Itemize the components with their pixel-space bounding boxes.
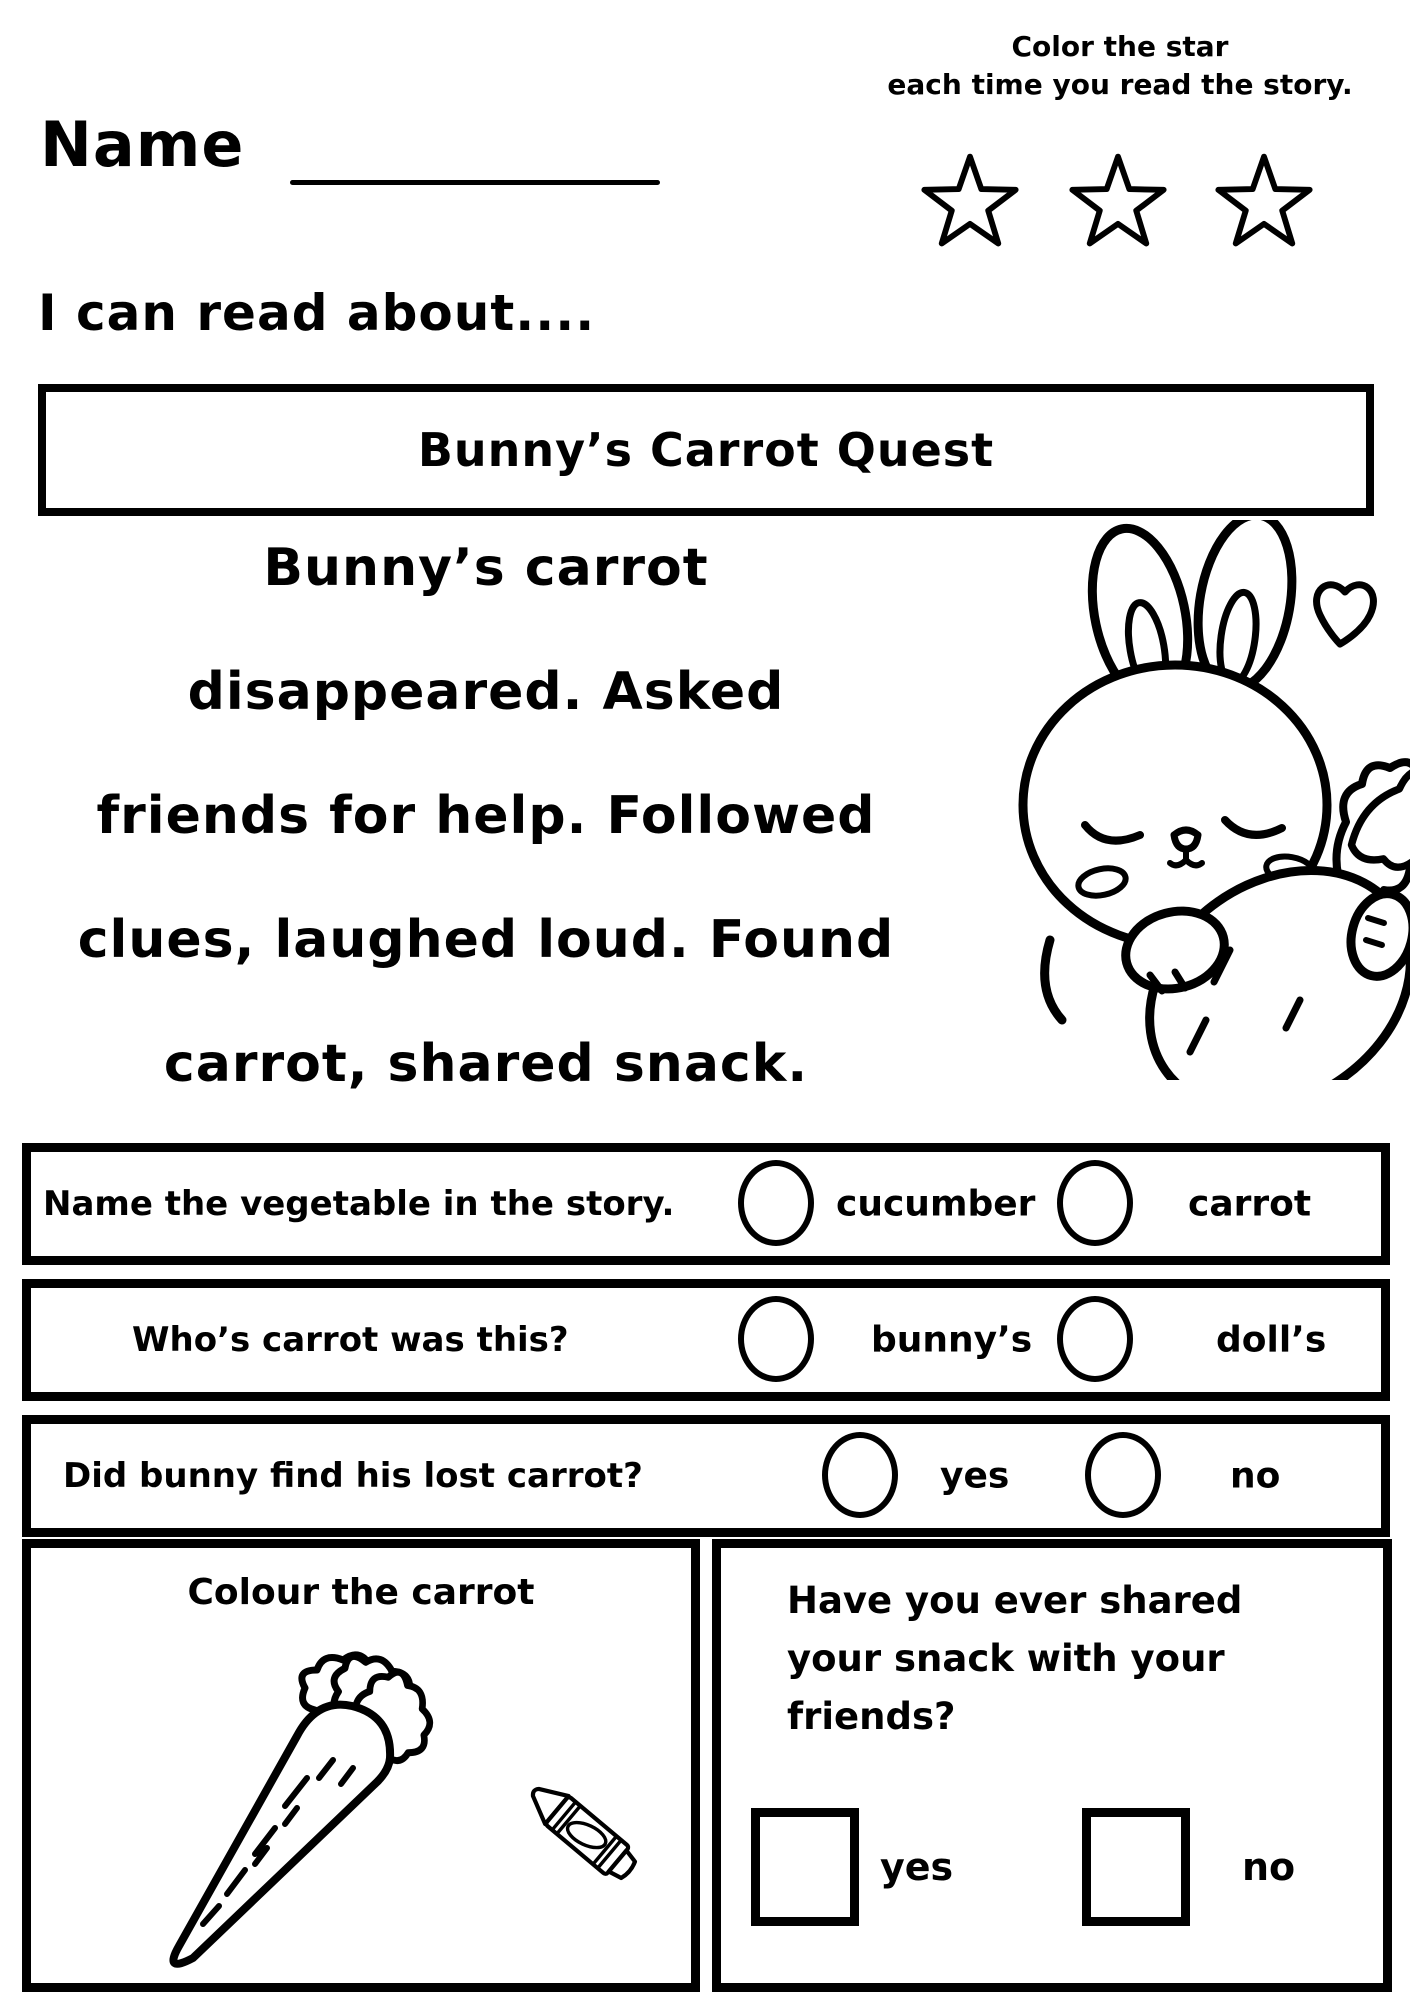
story-line: Bunny’s carrot bbox=[263, 538, 709, 598]
answer-label: bunny’s bbox=[871, 1319, 1033, 1361]
name-label: Name bbox=[40, 108, 245, 181]
answer-label: cucumber bbox=[836, 1183, 1036, 1225]
story-line: friends for help. Followed bbox=[96, 786, 876, 846]
question-row bbox=[22, 1415, 1390, 1537]
question-prompt: Did bunny find his lost carrot? bbox=[63, 1456, 643, 1496]
share-question-line: your snack with your bbox=[787, 1637, 1225, 1680]
colour-prompt: Colour the carrot bbox=[187, 1572, 535, 1613]
star-icon[interactable] bbox=[914, 146, 1026, 258]
share-yes-label: yes bbox=[880, 1845, 954, 1889]
story-line: disappeared. Asked bbox=[187, 662, 785, 722]
carrot-illustration[interactable] bbox=[157, 1648, 497, 1968]
question-row bbox=[22, 1279, 1390, 1401]
colour-carrot-panel bbox=[22, 1539, 700, 1992]
share-no-label: no bbox=[1242, 1845, 1296, 1889]
question-prompt: Name the vegetable in the story. bbox=[43, 1184, 675, 1224]
story-title-box bbox=[38, 384, 1374, 516]
answer-label: no bbox=[1230, 1455, 1281, 1497]
heart-icon bbox=[1317, 585, 1374, 644]
star-icon[interactable] bbox=[1062, 146, 1174, 258]
name-input-line[interactable] bbox=[290, 180, 660, 185]
crayon-icon bbox=[504, 1757, 674, 1917]
intro-line: I can read about.... bbox=[38, 284, 596, 342]
share-yes-checkbox[interactable] bbox=[751, 1808, 859, 1926]
answer-circle-dolls[interactable] bbox=[1057, 1296, 1133, 1382]
answer-circle-no[interactable] bbox=[1085, 1432, 1161, 1518]
bunny-hugging-carrot-illustration bbox=[990, 520, 1410, 1080]
answer-circle-yes[interactable] bbox=[822, 1432, 898, 1518]
star-instruction bbox=[830, 28, 1410, 104]
share-no-checkbox[interactable] bbox=[1082, 1808, 1190, 1926]
answer-label: doll’s bbox=[1216, 1319, 1327, 1361]
story-text bbox=[30, 506, 942, 1126]
answer-circle-cucumber[interactable] bbox=[738, 1160, 814, 1246]
story-title: Bunny’s Carrot Quest bbox=[417, 423, 995, 477]
share-question-line: Have you ever shared bbox=[787, 1579, 1243, 1622]
question-row bbox=[22, 1143, 1390, 1265]
answer-circle-bunnys[interactable] bbox=[738, 1296, 814, 1382]
question-prompt: Who’s carrot was this? bbox=[132, 1320, 569, 1360]
share-question-line: friends? bbox=[787, 1695, 956, 1738]
answer-label: yes bbox=[940, 1455, 1010, 1497]
star-instruction-line2: each time you read the story. bbox=[887, 68, 1353, 101]
share-question bbox=[787, 1572, 1327, 1746]
story-line: clues, laughed loud. Found bbox=[77, 910, 895, 970]
story-line: carrot, shared snack. bbox=[163, 1034, 809, 1094]
star-icon[interactable] bbox=[1208, 146, 1320, 258]
star-instruction-line1: Color the star bbox=[1011, 30, 1229, 63]
answer-label: carrot bbox=[1188, 1183, 1312, 1225]
answer-circle-carrot[interactable] bbox=[1057, 1160, 1133, 1246]
share-snack-panel bbox=[712, 1539, 1392, 1992]
